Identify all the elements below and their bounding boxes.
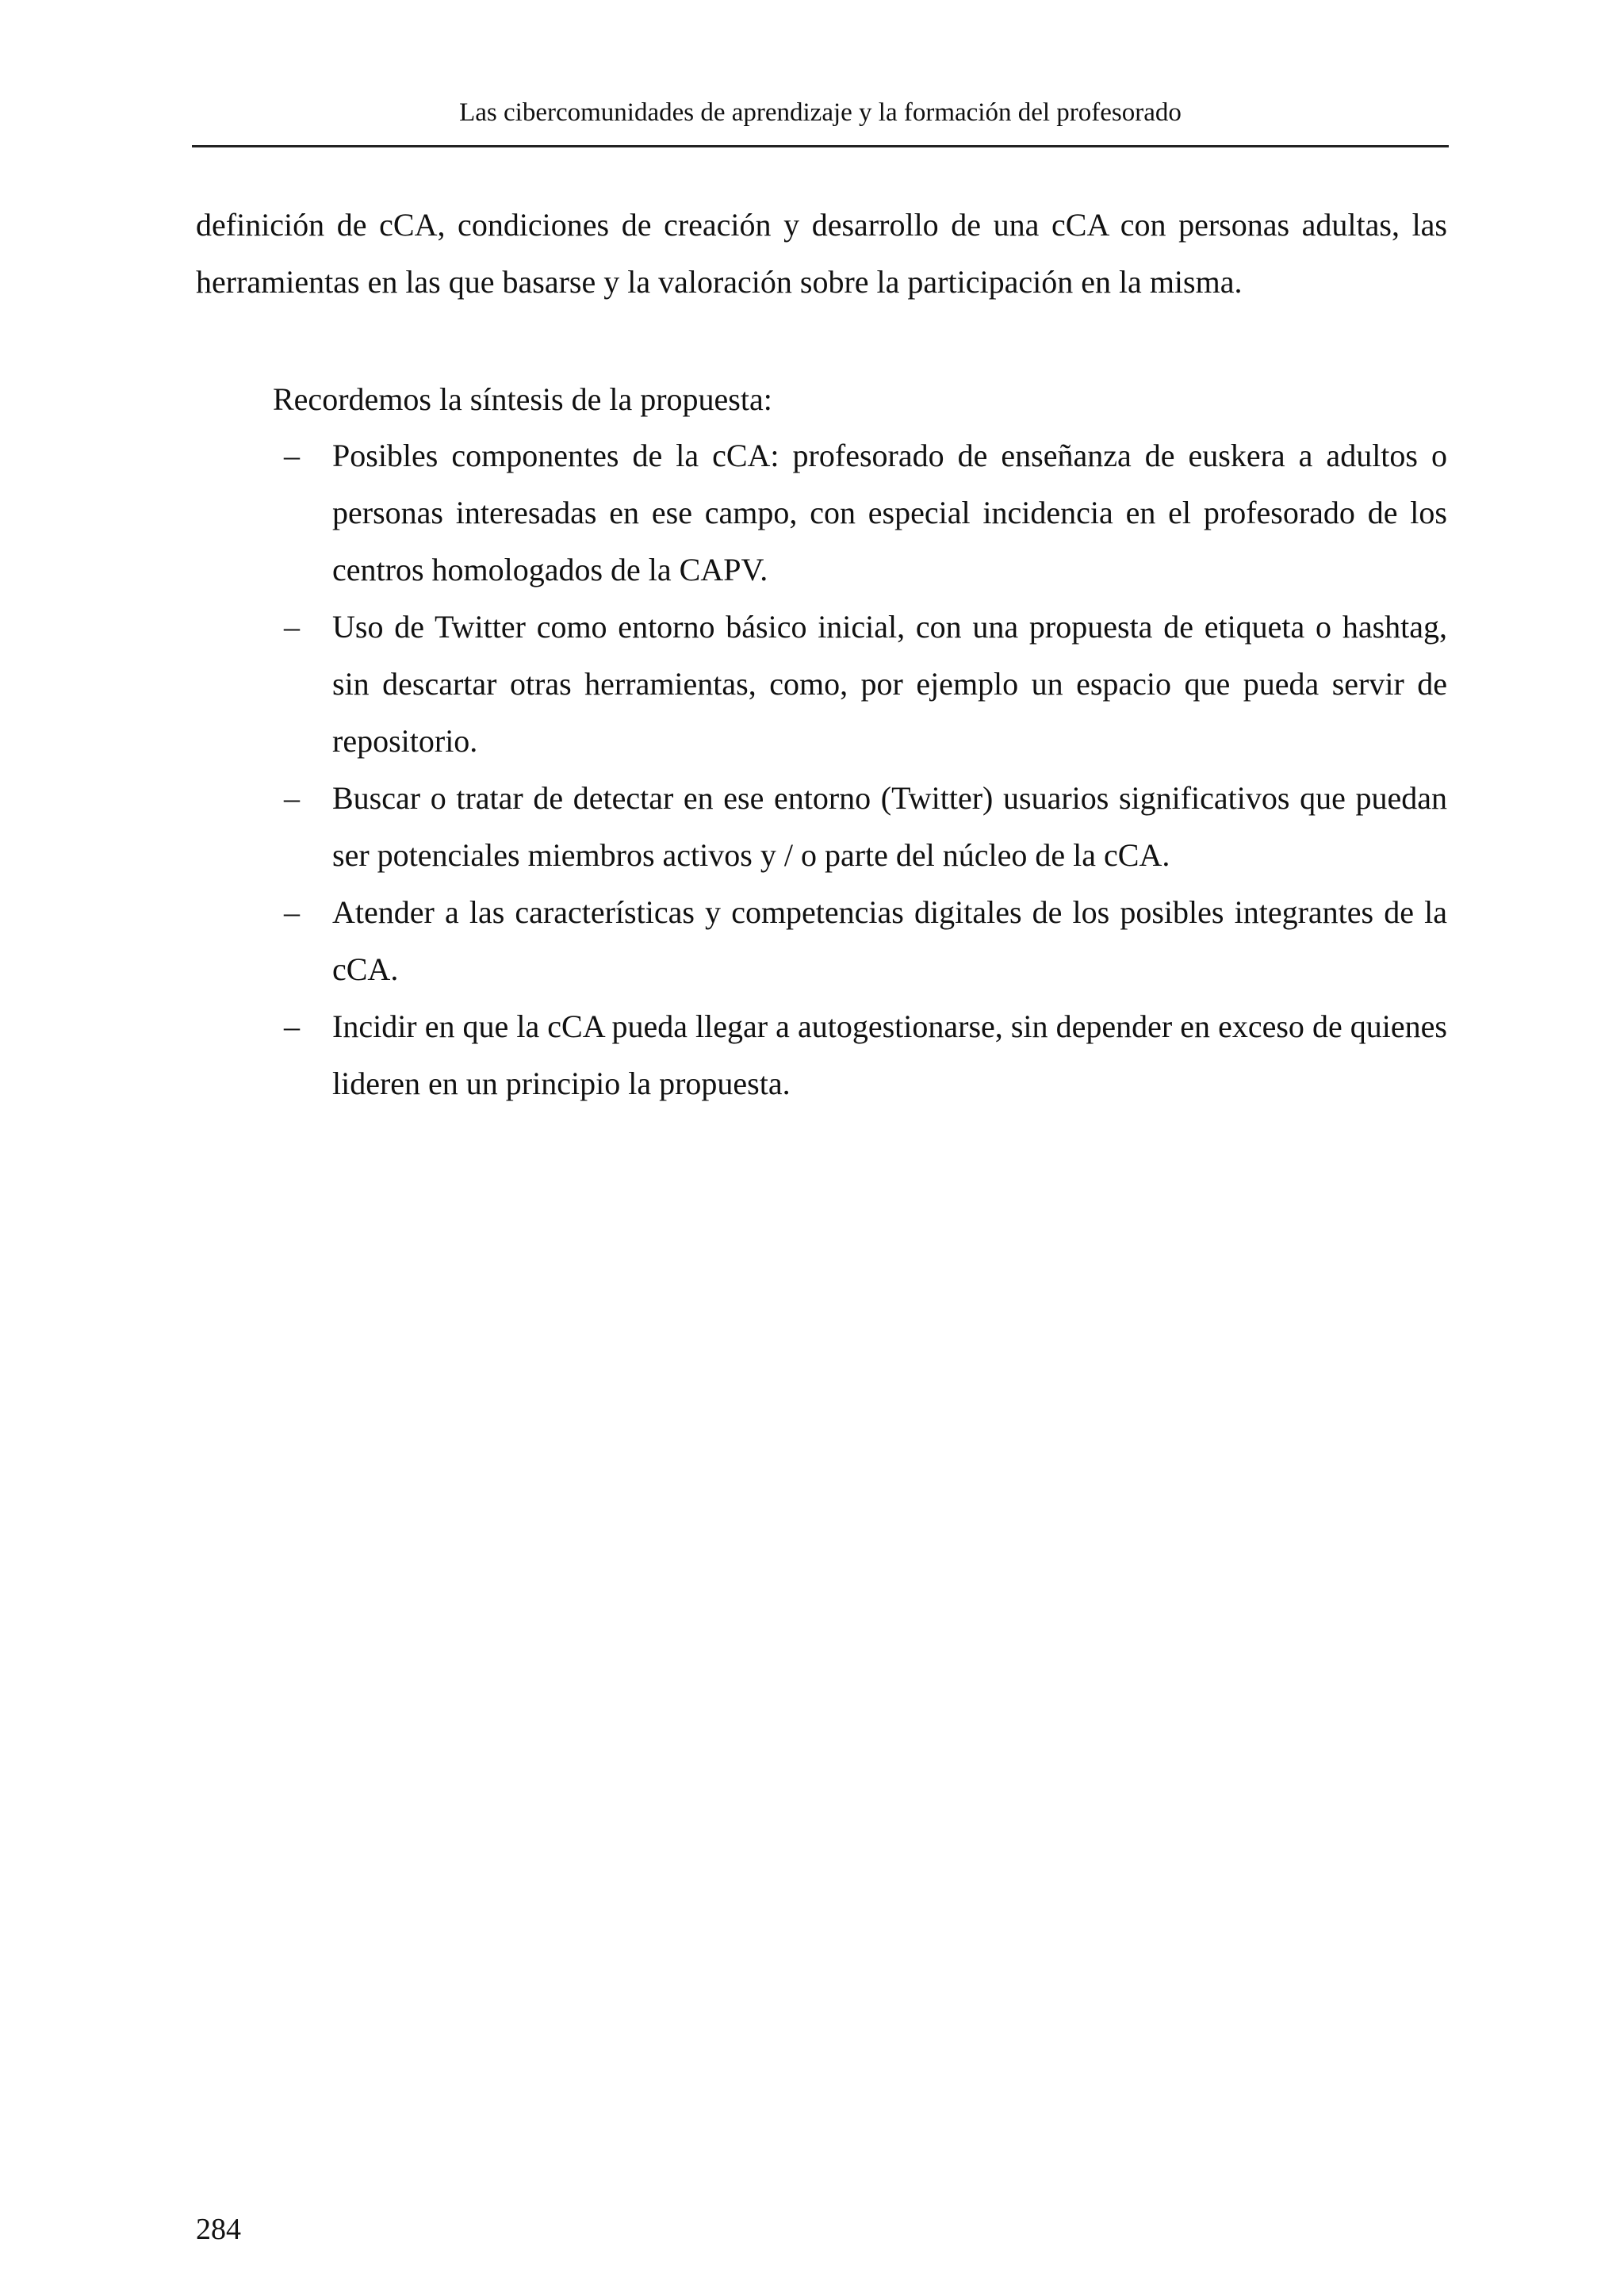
list-item-text: Atender a las características y competencias digitales de los posibles integrantes de la cCA. (332, 894, 1447, 987)
intro-paragraph: definición de cCA, condiciones de creación y desarrollo de una cCA con personas adultas, las herramientas en las que basarse y la valoración sobre la participación en la misma. (196, 207, 1447, 300)
running-header-title: Las cibercomunidades de aprendizaje y la formación del profesorado (459, 98, 1182, 127)
list-item-twitter (0, 599, 1624, 770)
page-number: 284 (196, 2213, 241, 2246)
dash-bullet-icon: – (284, 609, 300, 645)
list-item-text: Uso de Twitter como entorno básico inicial, con una propuesta de etiqueta o hashtag, sin descartar otras herramientas, como, por ejemplo un espacio que pueda servir de repositorio. (332, 609, 1447, 759)
list-item-text: Posibles componentes de la cCA: profesorado de enseñanza de euskera a adultos o personas interesadas en ese campo, con especial incidencia en el profesorado de los centros homologados de la CAPV. (332, 438, 1447, 587)
list-item-self-management (0, 998, 1624, 1112)
list-item-users (0, 770, 1624, 884)
list-item-competencies (0, 884, 1624, 998)
list-item-text: Incidir en que la cCA pueda llegar a autogestionarse, sin depender en exceso de quienes lideren en un principio la propuesta. (332, 1008, 1447, 1101)
dash-bullet-icon: – (284, 780, 300, 816)
dash-bullet-icon: – (284, 1008, 300, 1044)
synthesis-list (0, 427, 1624, 1112)
list-item-text: Buscar o tratar de detectar en ese entorno (Twitter) usuarios significativos que puedan ser potenciales miembros activos y / o parte del núcleo de la cCA. (332, 780, 1447, 873)
dash-bullet-icon: – (284, 894, 300, 930)
dash-bullet-icon: – (284, 438, 300, 473)
list-item-components (0, 427, 1624, 599)
header-divider (192, 145, 1449, 147)
lead-sentence: Recordemos la síntesis de la propuesta: (273, 381, 772, 417)
